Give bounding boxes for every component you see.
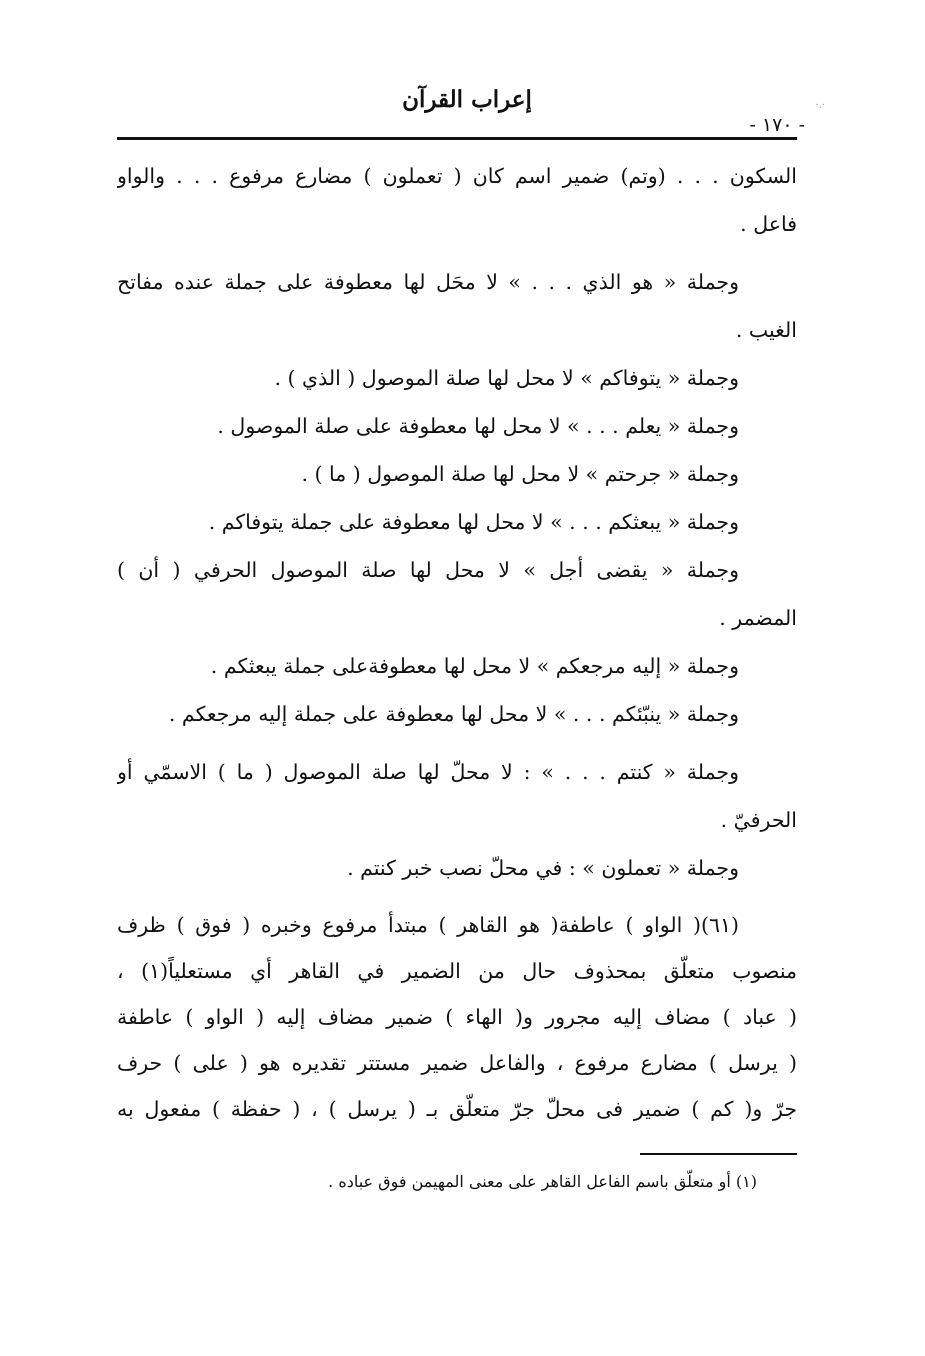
text-line: وجملة « جرحتم » لا محل لها صلة الموصول ( ما ) .: [301, 462, 739, 486]
text-line: منصوب متعلّق بمحذوف حال من الضمير في القاهر أي مستعلياً(١) ،: [117, 959, 797, 983]
text-line: ( عباد ) مضاف إليه مجرور و( الهاء ) ضمير مضاف إليه ( الواو ) عاطفة: [117, 1005, 797, 1029]
scan-mark: ·.·: [815, 100, 825, 111]
text-line: وجملة « يتوفاكم » لا محل لها صلة الموصول ( الذي ) .: [274, 366, 739, 390]
text-line: المضمر .: [719, 606, 797, 630]
text-line: جرّ و( كم ) ضمير فى محلّ جرّ متعلّق بـ ( يرسل ) ، ( حفظة ) مفعول به: [117, 1097, 797, 1121]
footnote: (١) أو متعلّق باسم الفاعل القاهر على معنى المهيمن فوق عباده .: [328, 1172, 757, 1191]
text-line: ( يرسل ) مضارع مرفوع ، والفاعل ضمير مستتر تقديره هو ( على ) حرف: [117, 1051, 797, 1075]
text-line: (٦١)( الواو ) عاطفة( هو القاهر ) مبتدأ مرفوع وخبره ( فوق ) ظرف: [117, 913, 739, 937]
text-line: وجملة « هو الذي . . . » لا محَل لها معطوفة على جملة عنده مفاتح: [117, 270, 739, 294]
text-line: وجملة « إليه مرجعكم » لا محل لها معطوفةعلى جملة يبعثكم .: [210, 654, 739, 678]
text-line: وجملة « يبعثكم . . . » لا محل لها معطوفة على جملة يتوفاكم .: [208, 510, 739, 534]
text-line: الحرفيّ .: [720, 808, 797, 832]
page-number: - ١٧٠ -: [749, 114, 805, 136]
text-line: وجملة « كنتم . . . » : لا محلّ لها صلة الموصول ( ما ) الاسمّي أو: [117, 760, 739, 784]
text-line: وجملة « تعملون » : في محلّ نصب خبر كنتم .: [347, 856, 739, 880]
text-line: السكون . . . (وتم) ضمير اسم كان ( تعملون ) مضارع مرفوع . . . والواو: [117, 164, 797, 188]
body-text: [117, 152, 797, 1132]
text-line: الغيب .: [735, 318, 797, 342]
header-rule: [117, 137, 797, 140]
footnote-rule: [640, 1153, 797, 1155]
text-line: وجملة « يقضى أجل » لا محل لها صلة الموصول الحرفي ( أن ): [117, 558, 739, 582]
page-header: [117, 78, 805, 140]
text-line: وجملة « يعلم . . . » لا محل لها معطوفة على صلة الموصول .: [217, 414, 739, 438]
running-title: إعراب القرآن: [402, 86, 532, 113]
text-line: فاعل .: [740, 212, 797, 236]
text-line: وجملة « ينبّئكم . . . » لا محل لها معطوفة على جملة إليه مرجعكم .: [168, 702, 739, 726]
